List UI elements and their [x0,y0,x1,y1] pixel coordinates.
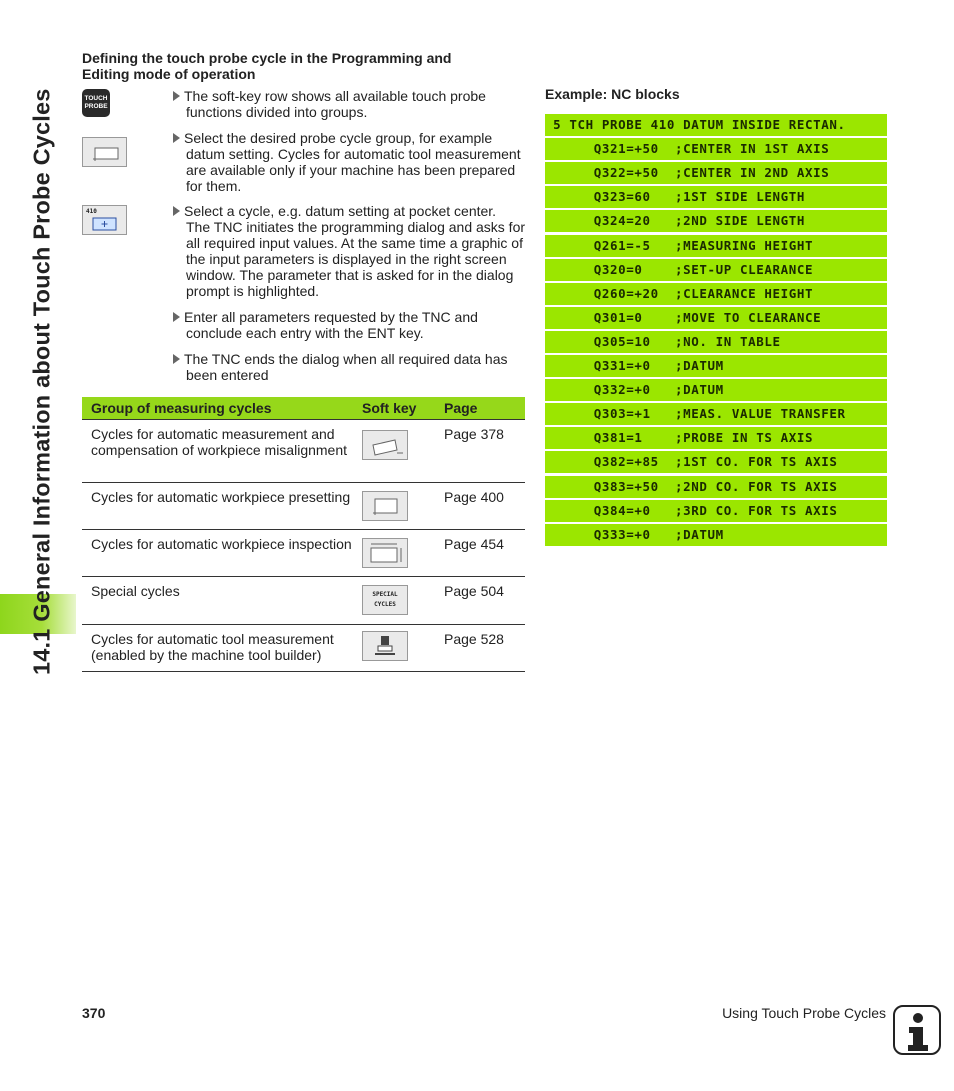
row-page[interactable]: Page 400 [444,483,525,530]
table-header-row [82,397,525,420]
arrow-icon [173,91,180,101]
row-group: Special cycles [82,577,362,625]
col-header-page: Page [444,397,525,420]
step-5 [173,351,525,383]
footer-title: Using Touch Probe Cycles [722,1005,886,1021]
info-icon [893,1005,941,1055]
row-group: Cycles for automatic workpiece presetting [82,483,362,530]
section-heading-line1: Defining the touch probe cycle in the Programming and [82,50,452,66]
nc-line: Q384=+0 ;3RD CO. FOR TS AXIS [545,500,887,522]
table-row [82,530,525,577]
nc-line: 5 TCH PROBE 410 DATUM INSIDE RECTAN. [545,114,887,136]
inspection-softkey-icon[interactable] [362,538,408,568]
tool-measurement-softkey-icon[interactable] [362,631,408,661]
presetting-softkey-icon[interactable] [362,491,408,521]
step-4-text-rest: conclude each entry with the ENT key. [186,325,424,341]
nc-line: Q260=+20 ;CLEARANCE HEIGHT [545,283,887,305]
step-1-text-rest: functions divided into groups. [186,104,368,120]
nc-line: Q324=20 ;2ND SIDE LENGTH [545,210,887,232]
cycle-410-label: 410 [86,208,97,215]
nc-line: Q323=60 ;1ST SIDE LENGTH [545,186,887,208]
step-5-text-first: The TNC ends the dialog when all required data has [184,351,508,367]
special-cycles-label-1: SPECIAL [372,591,398,598]
step-3-text-rest: The TNC initiates the programming dialog and asks for all required input values. At the same time a graphic of the input parameters is displayed in the right screen window. The parameter that is asked for in the dialog prompt is highlighted. [186,219,526,299]
nc-line: Q331=+0 ;DATUM [545,355,887,377]
table-row [82,483,525,530]
page-number: 370 [82,1005,106,1021]
touch-probe-key-icon[interactable] [82,89,110,117]
cycle-410-softkey-icon[interactable] [82,205,127,235]
nc-line: Q320=0 ;SET-UP CLEARANCE [545,259,887,281]
arrow-icon [173,354,180,364]
col-header-group: Group of measuring cycles [82,397,362,420]
section-heading-line2: Editing mode of operation [82,66,256,82]
step-1-text-first: The soft-key row shows all available touch probe [184,88,486,104]
nc-line: Q382=+85 ;1ST CO. FOR TS AXIS [545,451,887,473]
col-header-softkey: Soft key [362,397,444,420]
row-page[interactable]: Page 528 [444,625,525,672]
row-page[interactable]: Page 454 [444,530,525,577]
datum-setting-softkey-icon[interactable] [82,137,127,167]
row-page[interactable]: Page 504 [444,577,525,625]
step-3-text-first: Select a cycle, e.g. datum setting at pocket center. [184,203,497,219]
arrow-icon [173,206,180,216]
nc-line: Q322=+50 ;CENTER IN 2ND AXIS [545,162,887,184]
special-cycles-label-2: CYCLES [374,601,396,608]
nc-line: Q332=+0 ;DATUM [545,379,887,401]
table-row [82,577,525,625]
step-5-text-rest: been entered [186,367,269,383]
nc-line: Q303=+1 ;MEAS. VALUE TRANSFER [545,403,887,425]
table-row [82,625,525,672]
step-2 [173,130,525,194]
nc-line: Q305=10 ;NO. IN TABLE [545,331,887,353]
arrow-icon [173,133,180,143]
step-2-text-rest: datum setting. Cycles for automatic tool measurement are available only if your machine has been prepared for them. [186,146,521,194]
nc-line: Q321=+50 ;CENTER IN 1ST AXIS [545,138,887,160]
step-1 [173,88,525,120]
row-group: Cycles for automatic workpiece inspection [82,530,362,577]
nc-line: Q381=1 ;PROBE IN TS AXIS [545,427,887,449]
table-row [82,420,525,483]
chapter-title: 14.1 General Information about Touch Probe Cycles [28,88,55,675]
touch-probe-key-label-1: TOUCH [84,95,108,102]
measuring-cycles-table [82,397,525,672]
step-4 [173,309,525,341]
nc-line: Q333=+0 ;DATUM [545,524,887,546]
touch-probe-key-label-2: PROBE [84,103,108,110]
step-4-text-first: Enter all parameters requested by the TNC and [184,309,478,325]
nc-line: Q301=0 ;MOVE TO CLEARANCE [545,307,887,329]
row-group: Cycles for automatic measurement and compensation of workpiece misalignment [82,420,362,483]
nc-line: Q383=+50 ;2ND CO. FOR TS AXIS [545,476,887,498]
section-heading [82,50,502,82]
nc-line: Q261=-5 ;MEASURING HEIGHT [545,235,887,257]
row-group: Cycles for automatic tool measurement (enabled by the machine tool builder) [82,625,362,672]
step-3 [173,203,525,299]
special-cycles-softkey-icon[interactable] [362,585,408,615]
misalignment-softkey-icon[interactable] [362,430,408,460]
row-page[interactable]: Page 378 [444,420,525,483]
nc-example-caption: Example: NC blocks [545,86,680,102]
step-2-text-first: Select the desired probe cycle group, for example [184,130,493,146]
arrow-icon [173,312,180,322]
